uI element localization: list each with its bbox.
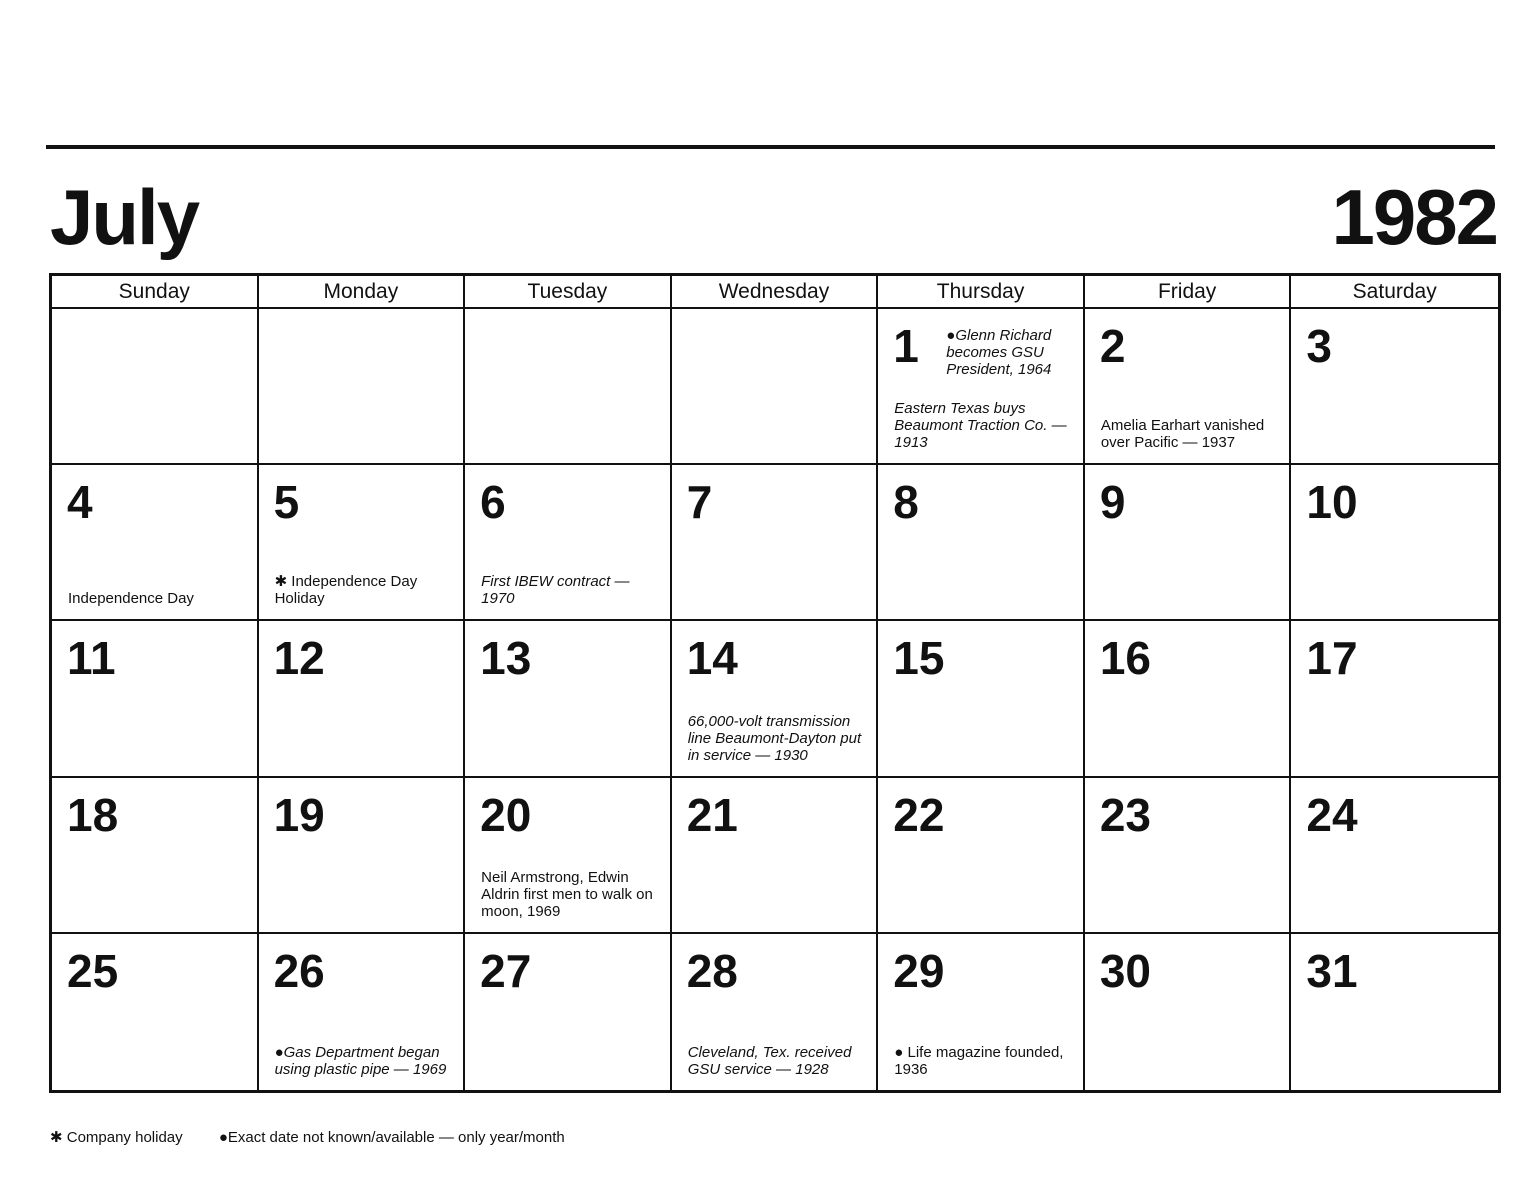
day-number: 6	[480, 476, 506, 529]
day-note: Independence Day	[68, 590, 194, 608]
day-number: 29	[893, 944, 945, 997]
day-number: 20	[480, 788, 532, 841]
empty-day-cell	[259, 309, 466, 465]
day-cell-3	[1291, 309, 1498, 465]
weekday-wednesday: Wednesday	[672, 276, 879, 309]
weekday-thursday: Thursday	[878, 276, 1085, 309]
day-cell-7	[672, 465, 879, 621]
day-number: 12	[273, 632, 325, 685]
day-cell-25	[52, 934, 259, 1090]
weekday-tuesday: Tuesday	[465, 276, 672, 309]
day-number: 7	[686, 476, 713, 529]
legend	[50, 1128, 597, 1146]
month-title: July	[50, 173, 199, 261]
top-rule	[46, 145, 1495, 149]
day-cell-2	[1085, 309, 1292, 465]
day-note: ●Gas Department began using plastic pipe — 1969	[274, 1043, 447, 1078]
day-number: 5	[273, 476, 300, 529]
weekday-monday: Monday	[259, 276, 466, 309]
year-title: 1982	[1331, 173, 1497, 261]
day-note: Eastern Texas buys Beaumont Traction Co. — 1913	[894, 400, 1067, 452]
day-cell-24	[1291, 778, 1498, 934]
day-cell-22	[878, 778, 1085, 934]
empty-day-cell	[52, 309, 259, 465]
day-number: 16	[1099, 632, 1152, 685]
day-number: 26	[273, 944, 325, 997]
day-cell-31	[1291, 934, 1498, 1090]
day-number: 31	[1306, 944, 1358, 997]
day-number: 2	[1099, 320, 1126, 372]
weekday-sunday: Sunday	[52, 276, 259, 309]
day-note: 66,000-volt transmission line Beaumont-Dayton put in service — 1930	[687, 712, 862, 764]
day-number: 13	[480, 632, 532, 685]
day-cell-10	[1291, 465, 1498, 621]
day-number: 10	[1306, 476, 1358, 529]
legend-company-holiday: ✱ Company holiday	[50, 1129, 183, 1146]
day-number: 17	[1306, 632, 1358, 685]
day-note: First IBEW contract — 1970	[481, 573, 630, 608]
day-note: Cleveland, Tex. received GSU service — 1928	[687, 1043, 852, 1078]
day-note: ●Glenn Richard becomes GSU President, 1964	[946, 327, 1052, 378]
day-number: 21	[686, 788, 738, 841]
day-number: 25	[67, 944, 119, 997]
day-number: 30	[1099, 944, 1152, 997]
day-number: 15	[893, 632, 945, 685]
empty-day-cell	[672, 309, 879, 465]
day-cell-23	[1085, 778, 1292, 934]
day-cell-21	[672, 778, 879, 934]
day-cell-8	[878, 465, 1085, 621]
day-number: 23	[1099, 788, 1152, 841]
day-cell-28	[672, 934, 879, 1090]
day-number: 8	[893, 476, 919, 529]
calendar-grid	[49, 273, 1501, 1093]
day-cell-20	[465, 778, 672, 934]
empty-day-cell	[465, 309, 672, 465]
day-number: 3	[1306, 320, 1333, 372]
day-cell-4	[52, 465, 259, 621]
day-cell-1	[878, 309, 1085, 465]
day-cell-29	[878, 934, 1085, 1090]
day-cell-15	[878, 621, 1085, 777]
day-number: 14	[686, 632, 738, 685]
day-cell-17	[1291, 621, 1498, 777]
day-cell-11	[52, 621, 259, 777]
day-cell-19	[259, 778, 466, 934]
day-note: ● Life magazine founded, 1936	[894, 1043, 1064, 1078]
day-number: 19	[273, 788, 325, 841]
legend-exact-date: ●Exact date not known/available — only year/month	[218, 1129, 565, 1146]
day-cell-13	[465, 621, 672, 777]
day-cell-16	[1085, 621, 1292, 777]
day-number: 28	[686, 944, 738, 997]
day-cell-9	[1085, 465, 1292, 621]
day-number: 4	[67, 476, 93, 529]
day-number: 11	[67, 632, 116, 685]
day-number: 9	[1099, 476, 1126, 529]
day-number: 1	[893, 320, 919, 372]
weekday-saturday: Saturday	[1291, 276, 1498, 309]
weekday-friday: Friday	[1085, 276, 1292, 309]
day-number: 18	[67, 788, 119, 841]
day-number: 27	[480, 944, 532, 997]
day-cell-5	[259, 465, 466, 621]
day-cell-26	[259, 934, 466, 1090]
day-cell-12	[259, 621, 466, 777]
day-note: Amelia Earhart vanished over Pacific — 1937	[1100, 417, 1265, 452]
day-note: Neil Armstrong, Edwin Aldrin first men to walk on moon, 1969	[481, 868, 653, 920]
day-cell-18	[52, 778, 259, 934]
day-cell-6	[465, 465, 672, 621]
day-number: 22	[893, 788, 945, 841]
day-cell-14	[672, 621, 879, 777]
day-note: ✱ Independence Day Holiday	[274, 573, 418, 608]
day-cell-30	[1085, 934, 1292, 1090]
day-cell-27	[465, 934, 672, 1090]
day-number: 24	[1306, 788, 1358, 841]
